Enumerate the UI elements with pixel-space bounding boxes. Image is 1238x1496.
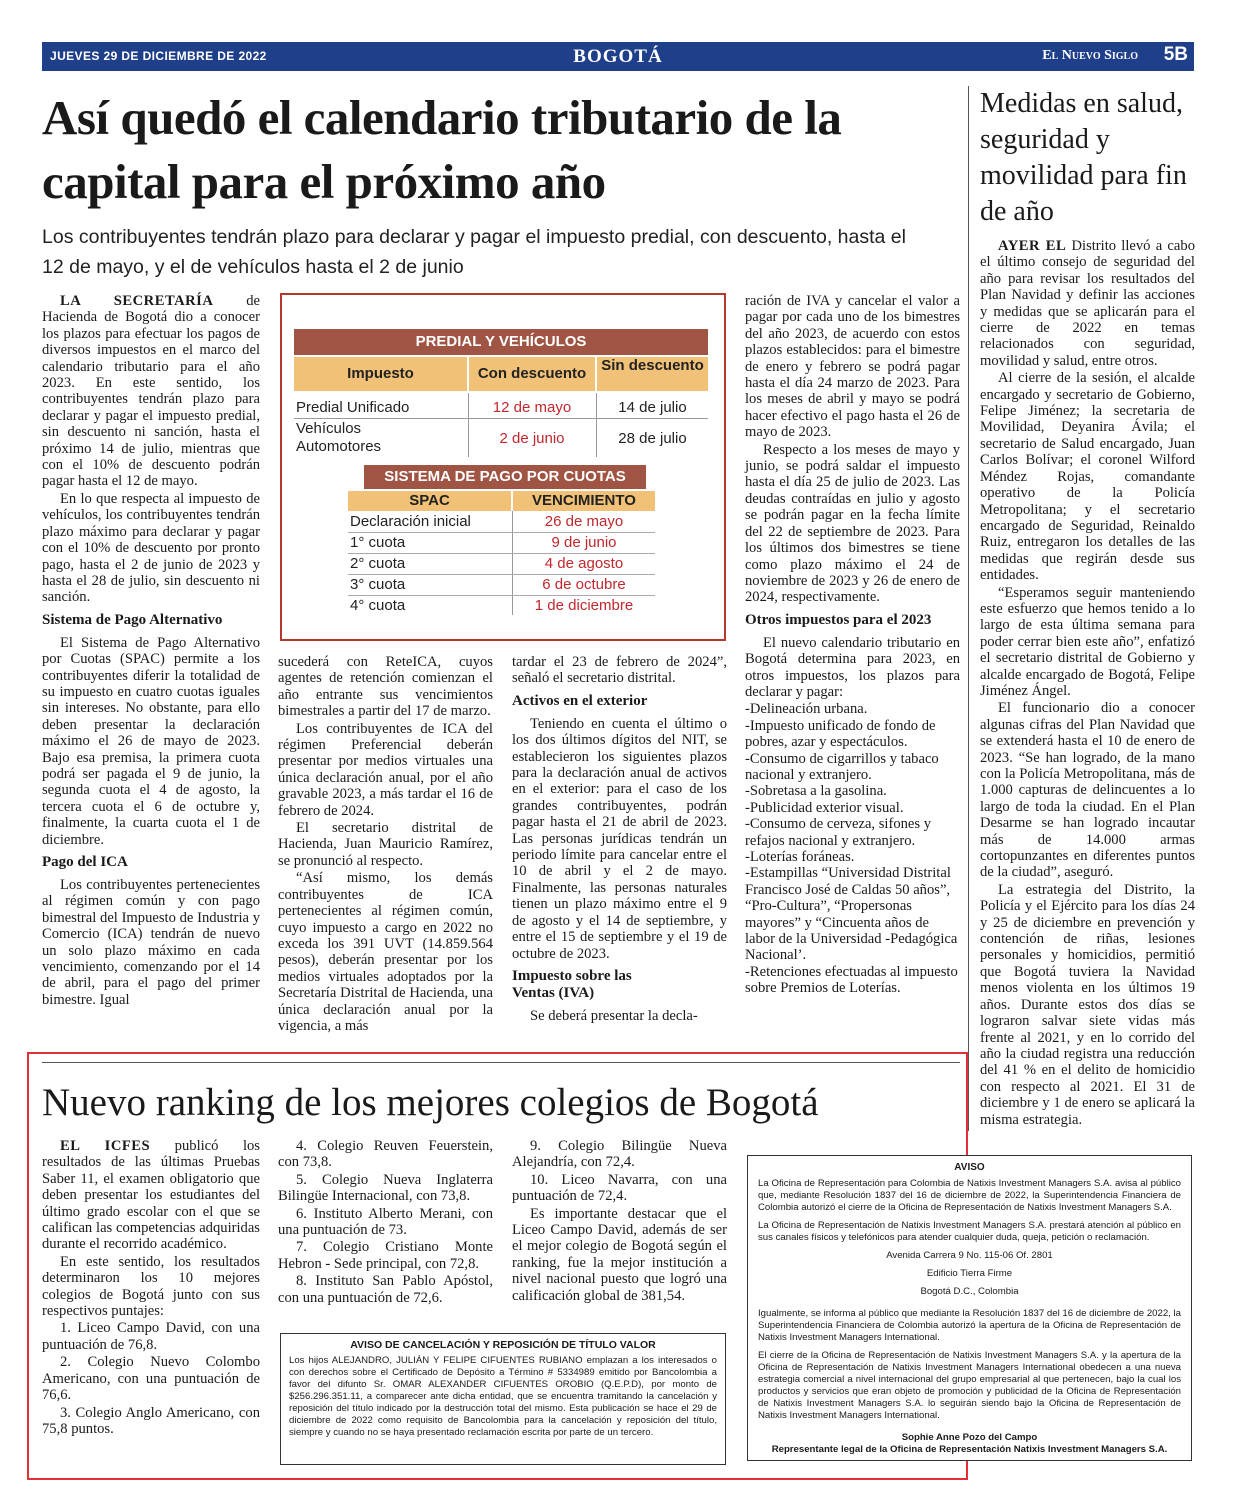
section-name: BOGOTÁ	[573, 46, 663, 67]
ranking-item: 3. Colegio Anglo Americano, con 75,8 puntos.	[42, 1404, 260, 1437]
tax-list	[745, 701, 960, 996]
spac-rows	[348, 512, 655, 616]
table-row	[348, 596, 655, 616]
lead-in: AYER EL	[998, 238, 1067, 254]
list-item: -Delineación urbana.	[745, 701, 868, 718]
paragraph: Los contribuyentes de ICA del régimen Preferencial deberán presentar por medios virtuales una única declaración anual, por el año gravable 2023, a más tardar el 16 de febrero de 2024.	[278, 720, 493, 819]
table-header: Impuesto	[294, 357, 467, 391]
side-headline: Medidas en salud, seguridad y movilidad para fin de año	[980, 88, 1187, 227]
notice-signer: Sophie Anne Pozo del Campo	[901, 1432, 1038, 1443]
notice-text: La Oficina de Representación de Natixis Investment Managers S.A. prestará atención al público en sus canales físicos y telefónicos para atender cualquier duda, queja, petición o reclamación.	[758, 1220, 1181, 1243]
table-cell: 28 de julio	[618, 430, 687, 447]
table-cell: 1 de diciembre	[534, 597, 634, 614]
paragraph	[980, 238, 1195, 369]
table-cell: 26 de mayo	[544, 513, 624, 530]
list-item: -Retenciones efectuadas al impuesto sobre Premios de Loterías.	[745, 963, 958, 997]
legal-notice-title-valor	[280, 1333, 726, 1465]
subheading: Pago del ICA	[42, 854, 128, 870]
list-item: -Loterías foráneas.	[745, 849, 855, 865]
page-number: 5B	[1163, 44, 1188, 65]
list-item: -Consumo de cigarrillos y tabaco nacional y extranjero.	[745, 750, 939, 783]
table-title: PREDIAL Y VEHÍCULOS	[294, 329, 708, 355]
list-item: -Impuesto unificado de fondo de pobres, azar y espectáculos.	[745, 717, 936, 751]
ranking-item: 7. Colegio Cristiano Monte Hebron - Sede principal, con 72,8.	[278, 1239, 493, 1272]
main-column-2	[278, 654, 493, 1035]
paragraph: Se deberá presentar la decla-	[530, 1007, 698, 1024]
table-cell: Declaración inicial	[350, 513, 471, 530]
paragraph: sucederá con ReteICA, cuyos agentes de retención comienzan el año entrante sus vencimientos bimestrales a partir del 17 de marzo.	[278, 654, 493, 720]
list-item: -Estampillas “Universidad Distrital Francisco José de Caldas 50 años”, “Pro-Cultura”, “Propersonas mayores” y “Cincuenta años de labor de la Universidad -Pedagógica Nacional’.	[745, 865, 958, 964]
table-cell: 12 de mayo	[492, 399, 572, 416]
notice-address: Bogotá D.C., Colombia	[920, 1286, 1019, 1297]
notice-text: Los hijos ALEJANDRO, JULIÁN Y FELIPE CIFUENTES RUBIANO emplazan a los interesados o con derechos sobre el Certificado de Depósito a Término # 5334989 emitido por Bancolombia a favor del difunto Sr. OMAR ALEXANDER CIFUENTES OROBIO (Q.E.P.D), por monto de $256.296.351.11, a comparecer ante dicha entidad, que se encuentra tramitando la cancelación y reposición del título indicado por la destrucción total del mismo. Esta publicación se hace el 29 de diciembre de 2022 como requisito de Bancolombia para la cancelación y reposición del título, siempre y cuando no se haya presentado reclamación escrita por parte de un tercero.	[289, 1355, 717, 1438]
main-deck: Los contribuyentes tendrán plazo para declarar y pagar el impuesto predial, con descuento, hasta el 12 de mayo, y el de vehículos hasta el 2 de junio	[42, 226, 906, 278]
table-row	[348, 575, 655, 596]
ranking-headline: Nuevo ranking de los mejores colegios de Bogotá	[42, 1081, 819, 1124]
main-column-4	[745, 293, 960, 997]
main-column-1	[42, 293, 260, 1009]
notice-title: AVISO	[954, 1162, 985, 1173]
ranking-item: 6. Instituto Alberto Merani, con una puntuación de 73.	[278, 1205, 493, 1239]
subheading: Sistema de Pago Alternativo	[42, 611, 223, 628]
table-cell: 2° cuota	[350, 555, 406, 572]
subheading: Otros impuestos para el 2023	[745, 611, 932, 628]
notice-text: Igualmente, se informa al público que mediante la Resolución 1837 del 16 de diciembre de 2022, la Superintendencia Financiera de Colombia autorizó la apertura de la Oficina de Representación de Natixis Investment Managers International.	[758, 1308, 1181, 1343]
subheading: Impuesto sobre las Ventas (IVA)	[512, 967, 632, 1001]
row-divider	[294, 418, 708, 419]
table-cell: 3° cuota	[350, 576, 406, 593]
ranking-item: 5. Colegio Nueva Inglaterra Bilingüe Internacional, con 73,8.	[278, 1171, 493, 1205]
table-row	[348, 512, 655, 533]
paragraph: En este sentido, los resultados determinaron los 10 mejores colegios de Bogotá junto con sus respectivos puntajes:	[42, 1253, 260, 1320]
paragraph	[42, 1138, 260, 1253]
notice-text: El cierre de la Oficina de Representación de Natixis Investment Managers S.A. y la apertura de la Oficina de Representación de Natixis Investment Managers International obedecen a una nueva estrategia comercial a nivel internacional del grupo empresarial al que pertenecen, bajo la cual los productos y servicios que eran objeto de promoción y publicidad de la Oficina de Representación de Natixis Investment Managers S.A. lo seguirán siendo bajo la Oficina de Representación de Natixis Investment Managers International.	[758, 1350, 1181, 1421]
notice-address: Avenida Carrera 9 No. 115-06 Of. 2801	[886, 1250, 1053, 1261]
notice-address: Edificio Tierra Firme	[926, 1268, 1013, 1279]
section-header-bar	[42, 42, 1194, 71]
table-header: SPAC	[348, 491, 511, 511]
table-cell: 2 de junio	[499, 430, 565, 447]
ranking-item: 8. Instituto San Pablo Apóstol, con una puntuación de 72,6.	[278, 1273, 493, 1306]
paragraph	[42, 293, 260, 490]
main-column-3	[512, 654, 727, 1025]
paragraph: Teniendo en cuenta el último o los dos últimos dígitos del NIT, se establecieron los siguientes plazos para la declaración anual de activos en el exterior: para el caso de los grandes contribuyentes, podrán pagar hasta el 21 de abril de 2023. Las personas jurídicas tendrán un periodo límite para cancelar entre el 10 de abril y el 2 de mayo. Finalmente, las personas naturales tienen un plazo máximo entre el 9 de agosto y el 14 de septiembre, y entre el 15 de septiembre y el 19 de octubre de 2023.	[512, 715, 727, 962]
table-header: Con descuento	[469, 357, 595, 391]
paragraph: Es importante destacar que el Liceo Campo David, además de ser el mejor colegio de Bogotá según el ranking, fue la mejor institución a nivel nacional puesto que logró una calificación global de 381,54.	[512, 1205, 727, 1304]
list-item: -Publicidad exterior visual.	[745, 799, 904, 816]
table-cell: Predial Unificado	[296, 399, 410, 416]
table-row	[348, 554, 655, 575]
table-cell: 1° cuota	[350, 534, 406, 551]
lead-in: LA SECRETARÍA	[60, 293, 214, 309]
table-cell: Vehículos Automotores	[296, 420, 382, 455]
main-headline: Así quedó el calendario tributario de la capital para el próximo año	[42, 90, 842, 209]
legal-notice-natixis	[747, 1155, 1192, 1461]
ranking-item: 10. Liceo Navarra, con una puntuación de 72,4.	[512, 1171, 727, 1205]
notice-text: La Oficina de Representación para Colombia de Natixis Investment Managers S.A. avisa al público que, mediante Resolución 1837 del 16 de diciembre de 2022, la Superintendencia Financiera de Colombia autorizó el cierre de la Oficina de Representación de Natixis Investment Managers S.A.	[758, 1178, 1181, 1213]
table-header: Sin descuento	[597, 357, 708, 391]
table-row	[348, 533, 655, 554]
notice-signer-role: Representante legal de la Oficina de Representación Natixis Investment Managers S.A.	[771, 1444, 1168, 1455]
paragraph: El funcionario dio a conocer algunas cifras del Plan Navidad que se extenderá hasta el 10 de enero de 2023. “Se han logrado, de la mano con la Policía Metropolitana, más de 1.000 capturas de delincuentes a lo largo de toda la ciudad. En el Plan Desarme se han logrado incautar más de 14.000 armas cortopunzantes en diferentes puntos de la ciudad”, aseguró.	[980, 700, 1195, 881]
issue-date: JUEVES 29 DE DICIEMBRE DE 2022	[50, 49, 267, 63]
col-divider	[468, 393, 469, 457]
ranking-column-3	[512, 1138, 727, 1305]
paragraph-text: Distrito llevó a cabo el último consejo de seguridad del año para revisar los resultados del Plan Navidad y definir las acciones y medidas que se aplicarán para el cierre de 2022 en temas relacionados con seguridad, movilidad y salud, entre otros.	[980, 238, 1195, 369]
lead-in: EL ICFES	[60, 1138, 151, 1154]
col-divider	[596, 393, 597, 457]
ranking-column-2	[278, 1138, 493, 1307]
paragraph-text: publicó los resultados de las últimas Pruebas Saber 11, el examen obligatorio que deben presentar los estudiantes del último grado escolar con el que se califican las competencias adquiridas durante el recorrido académico.	[42, 1138, 260, 1253]
paragraph: “Así mismo, los demás contribuyentes de ICA pertenecientes al régimen común, cuyo impuesto a cargo en 2022 no exceda los 391 UVT (14.859.564 pesos), deberán presentar por los medios virtuales adoptados por la Secretaría Distrital de Hacienda, una única declaración anual por la vigencia, a más	[278, 870, 493, 1034]
table-header: VENCIMIENTO	[513, 491, 655, 511]
newspaper-name: El Nuevo Siglo	[1042, 48, 1138, 63]
ranking-column-1	[42, 1138, 260, 1438]
list-item: -Sobretasa a la gasolina.	[745, 783, 887, 800]
paragraph-text: de Hacienda de Bogotá dio a conocer los plazos para efectuar los pagos de diversos impuestos en el marco del calendario tributario para el año 2023. En este sentido, los contribuyentes tendrán plazo para declarar y pagar el impuesto predial, sin descuento ni sanción, hasta el próximo 14 de julio, mientras que con el 10% de descuento podrán pagar hasta el 12 de mayo.	[42, 293, 260, 490]
paragraph: La estrategia del Distrito, la Policía y el Ejército para los días 24 y 25 de diciembre en prevención y contención de riñas, lesiones personales y homicidios, permitió que Bogotá tuviera la Navidad menos violenta en los últimos 19 años. Durante estos dos días se lograron salvar siete vidas más frente al 2021, y en lo corrido del año la ciudad registra una reducción del 41 % en el delito de homicidio con respecto al 2021. El 31 de diciembre y 1 de enero se aplicará la misma estrategia.	[980, 881, 1195, 1128]
notice-title: AVISO DE CANCELACIÓN Y REPOSICIÓN DE TÍTULO VALOR	[350, 1339, 656, 1351]
table-cell: 4 de agosto	[544, 555, 624, 572]
tax-calendar-table	[280, 293, 726, 641]
paragraph: El nuevo calendario tributario en Bogotá determina para 2023, en otros impuestos, los plazos para declarar y pagar:	[745, 634, 960, 700]
table-cell: 14 de julio	[618, 399, 687, 416]
ranking-item: 2. Colegio Nuevo Colombo Americano, con una puntuación de 76,6.	[42, 1354, 260, 1404]
paragraph: El secretario distrital de Hacienda, Juan Mauricio Ramírez, se pronunció al respecto.	[278, 820, 493, 869]
paragraph: En lo que respecta al impuesto de vehículos, los contribuyentes tendrán plazo máximo para declarar y pagar con el 10% de descuento por pronto pago, hasta el 2 de junio de 2023 y hasta el 28 de julio, sin descuento ni sanción.	[42, 490, 260, 606]
table-cell: 6 de octubre	[542, 576, 626, 593]
paragraph: Al cierre de la sesión, el alcalde encargado y secretario de Gobierno, Felipe Jiménez; la secretaria de Movilidad, Deyanira Ávila; el secretario de Salud encargado, Juan Carlos Bolívar; el coronel Wilford Méndez Rojas, comandante operativo de la Policía Metropolitana; y el secretario encargado de Seguridad, Reinaldo Ruiz, entregaron los detalles de las medidas que regirán desde sus entidades.	[980, 370, 1195, 584]
paragraph: Los contribuyentes pertenecientes al régimen común y con pago bimestral del Impuesto de Industria y Comercio (ICA) tendrán de nuevo un solo plazo máximo en cada vencimiento, comenzando por el 14 de abril, para el pago del primer bimestre. Igual	[42, 877, 260, 1008]
paragraph: El Sistema de Pago Alternativo por Cuotas (SPAC) permite a los contribuyentes diferir la totalidad de su impuesto en cuatro cuotas iguales sin intereses. No obstante, para ello deben presentar la declaración máximo el 26 de mayo de 2023. Bajo esa premisa, la primera cuota podrá ser pagada el 9 de junio, la segunda cuota el 4 de agosto, la tercera cuota el 6 de octubre y, finalmente, la cuarta cuota el 1 de diciembre.	[42, 634, 260, 848]
paragraph: tardar el 23 de febrero de 2024”, señaló el secretario distrital.	[512, 654, 727, 687]
subheading: Activos en el exterior	[512, 692, 648, 709]
table-cell: 4° cuota	[350, 597, 406, 614]
table-cell: 9 de junio	[551, 534, 617, 551]
paragraph: “Esperamos seguir manteniendo este esfuerzo que hemos tenido a lo largo de esta última semana para poder cerrar bien este año”, enfatizó el secretario distrital de Gobierno y alcalde encargado de Bogotá, Felipe Jiménez Ángel.	[980, 584, 1195, 699]
table-title: SISTEMA DE PAGO POR CUOTAS	[364, 465, 646, 489]
side-article-body	[980, 238, 1195, 1129]
ranking-item: 1. Liceo Campo David, con una puntuación de 76,8.	[42, 1320, 260, 1353]
ranking-item: 9. Colegio Bilingüe Nueva Alejandría, con 72,4.	[512, 1138, 727, 1171]
paragraph: Respecto a los meses de mayo y junio, se podrá saldar el impuesto hasta el día 25 de julio de 2023. Las deudas contraídas en julio y agosto se podrán pagar en la fecha límite del 22 de septiembre de 2023. Para los últimos dos bimestres se tiene como plazo máximo el 24 de noviembre de 2023 y 26 de enero de 2024, respectivamente.	[745, 441, 960, 606]
ranking-item: 4. Colegio Reuven Feuerstein, con 73,8.	[278, 1138, 493, 1171]
paragraph: ración de IVA y cancelar el valor a pagar por cada uno de los bimestres del año 2023, de acuerdo con estos plazos establecidos: para el bimestre de enero y febrero se podrá pagar hasta el día 24 marzo de 2023. Para los meses de abril y mayo se podrá hacer efectivo el pago hasta el 26 de mayo de 2023.	[745, 293, 960, 441]
list-item: -Consumo de cerveza, sifones y refajos nacional y extranjero.	[745, 816, 932, 849]
column-rule	[968, 86, 969, 1131]
